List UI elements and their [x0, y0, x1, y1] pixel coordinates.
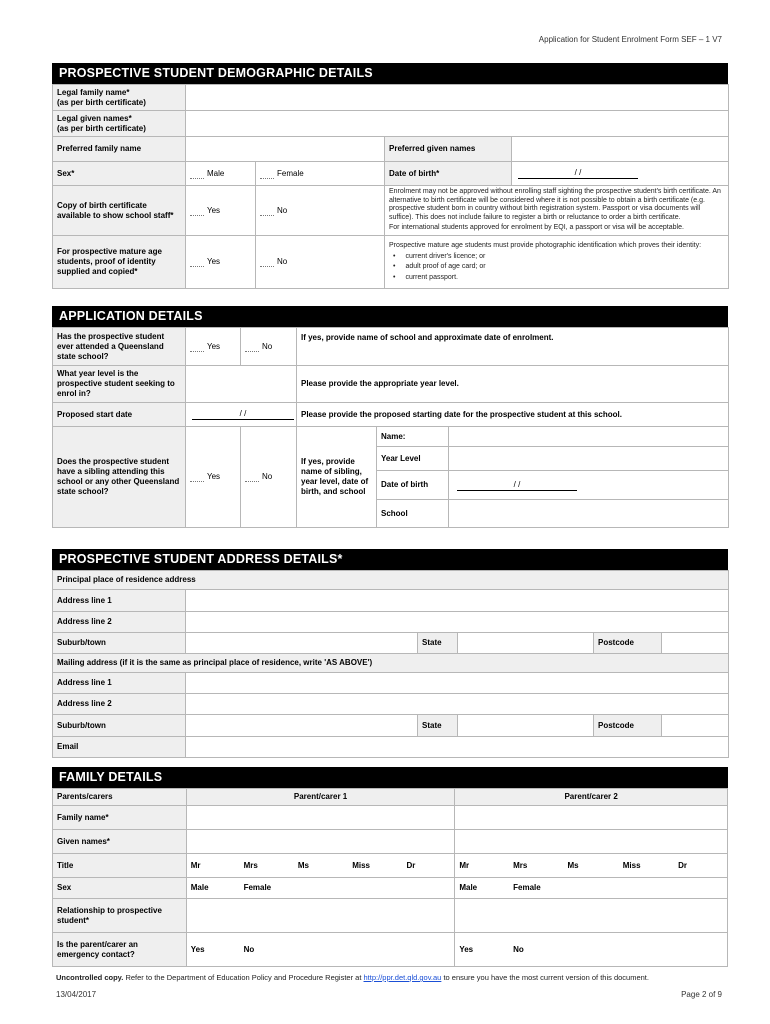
address-line2-label: Address line 2	[53, 612, 186, 633]
sex-female-option[interactable]	[256, 162, 385, 186]
attended-yes-label: Yes	[207, 341, 221, 351]
p2-title-mrs[interactable]: Mrs	[509, 854, 563, 878]
p1-relationship-input[interactable]	[186, 899, 455, 933]
parent2-given-names-input[interactable]	[455, 830, 728, 854]
refer-text: Refer to the Department of Education Policy and Procedure Register at	[123, 973, 364, 982]
attended-yes-checkbox[interactable]	[190, 344, 204, 352]
legal-family-name-label: Legal family name* (as per birth certificate)	[53, 85, 186, 111]
document-header: Application for Student Enrolment Form SEF – 1 V7	[538, 35, 722, 44]
footer-note	[56, 973, 649, 982]
mature-note: Prospective mature age students must provide photographic identification which proves their identity:	[389, 242, 702, 249]
mature-no-label: No	[277, 257, 288, 266]
legal-family-name-input[interactable]	[186, 85, 729, 111]
p2-title-ms[interactable]: Ms	[563, 854, 618, 878]
preferred-given-names-label: Preferred given names	[385, 137, 512, 162]
application-section	[52, 306, 728, 528]
mature-note-cell	[385, 236, 729, 289]
sibling-note: If yes, provide name of sibling, year level, date of birth, and school	[297, 427, 377, 528]
attended-no-checkbox[interactable]	[245, 344, 259, 352]
demographic-table	[52, 84, 729, 289]
mailing-state-label: State	[418, 715, 458, 737]
birth-cert-yes-checkbox[interactable]	[190, 208, 204, 216]
address-section	[52, 549, 728, 758]
p1-emergency-yes[interactable]: Yes	[186, 933, 239, 967]
address-line1-input[interactable]	[186, 590, 729, 612]
p2-title-dr[interactable]: Dr	[674, 854, 727, 878]
p1-sex-female[interactable]: Female	[240, 878, 455, 899]
state-label: State	[418, 633, 458, 654]
p1-title-mrs[interactable]: Mrs	[240, 854, 294, 878]
application-heading: APPLICATION DETAILS	[52, 306, 728, 327]
dob-date-line: / /	[518, 168, 638, 179]
p1-title-miss[interactable]: Miss	[348, 854, 402, 878]
mailing-heading: Mailing address (if it is the same as principal place of residence, write 'AS ABOVE')	[53, 654, 729, 673]
title-label: Title	[53, 854, 187, 878]
sibling-yes-checkbox[interactable]	[190, 474, 204, 482]
birth-cert-yes-label: Yes	[207, 205, 221, 215]
birth-cert-no-option[interactable]	[256, 186, 385, 236]
sex-label-family: Sex	[53, 878, 187, 899]
mature-no-checkbox[interactable]	[260, 259, 274, 267]
mailing-line2-input[interactable]	[186, 694, 729, 715]
state-input[interactable]	[458, 633, 594, 654]
mailing-postcode-label: Postcode	[594, 715, 662, 737]
female-checkbox[interactable]	[260, 171, 274, 179]
suburb-input[interactable]	[186, 633, 418, 654]
p1-title-dr[interactable]: Dr	[403, 854, 455, 878]
p2-relationship-input[interactable]	[455, 899, 728, 933]
mature-yes-option[interactable]	[186, 236, 256, 289]
parent1-family-name-input[interactable]	[186, 806, 455, 830]
mailing-suburb-label: Suburb/town	[53, 715, 186, 737]
male-checkbox[interactable]	[190, 171, 204, 179]
mature-yes-checkbox[interactable]	[190, 259, 204, 267]
p2-title-mr[interactable]: Mr	[455, 854, 509, 878]
mailing-line1-label: Address line 1	[53, 673, 186, 694]
year-level-input[interactable]	[186, 366, 297, 403]
birth-cert-note: Enrolment may not be approved without enrolling staff sighting the prospective student's birth certificate. An alternative to birth certificate will be considered where it is not possible to obtain a birth certificate (e.g. prospective student born in country without birth registration system. Passport or visa documents will suffice). This does not include failure to register a birth or reluctance to order a birth certificate.	[389, 188, 721, 221]
postcode-input[interactable]	[662, 633, 729, 654]
parent2-heading: Parent/carer 2	[455, 789, 728, 806]
application-table	[52, 327, 729, 528]
dob-input[interactable]	[512, 162, 729, 186]
mature-no-option[interactable]	[256, 236, 385, 289]
intl-note: For international students approved for enrolment by EQI, a passport or visa will be acceptable.	[389, 224, 684, 232]
sibling-label: Does the prospective student have a sibling attending this school or any other Queensland state school?	[53, 427, 186, 528]
email-label: Email	[53, 737, 186, 758]
address-table	[52, 570, 729, 758]
mature-item: • current driver's licence; or	[389, 253, 724, 262]
start-date-line: / /	[192, 409, 294, 420]
sibling-no-checkbox[interactable]	[245, 474, 259, 482]
attended-yes-option[interactable]	[186, 328, 241, 366]
preferred-family-name-label: Preferred family name	[53, 137, 186, 162]
male-label: Male	[207, 168, 225, 178]
family-table	[52, 788, 728, 967]
birth-cert-yes-option[interactable]	[186, 186, 256, 236]
relationship-label: Relationship to prospective student*	[53, 899, 187, 933]
mature-item: • current passport.	[389, 274, 724, 283]
mature-label: For prospective mature age students, proof of identity supplied and copied*	[53, 236, 186, 289]
address-line1-label: Address line 1	[53, 590, 186, 612]
p1-title-mr[interactable]: Mr	[186, 854, 239, 878]
female-label: Female	[277, 168, 304, 178]
legal-given-names-input[interactable]	[186, 111, 729, 137]
sibling-dob-label: Date of birth	[377, 471, 449, 500]
p1-emergency-no[interactable]: No	[240, 933, 455, 967]
sibling-year-label: Year Level	[377, 447, 449, 471]
sibling-no-label: No	[262, 472, 273, 481]
attended-note[interactable]: If yes, provide name of school and approximate date of enrolment.	[297, 328, 729, 366]
mailing-suburb-input[interactable]	[186, 715, 418, 737]
footer-date: 13/04/2017	[56, 990, 97, 999]
p1-title-ms[interactable]: Ms	[294, 854, 348, 878]
parent1-heading: Parent/carer 1	[186, 789, 455, 806]
attended-no-label: No	[262, 341, 273, 351]
sibling-name-input[interactable]	[449, 427, 729, 447]
given-names-label: Given names*	[53, 830, 187, 854]
principal-heading: Principal place of residence address	[53, 571, 729, 590]
suburb-label: Suburb/town	[53, 633, 186, 654]
mailing-postcode-input[interactable]	[662, 715, 729, 737]
ppr-link[interactable]: http://ppr.det.qld.gov.au	[363, 973, 442, 982]
parents-label: Parents/carers	[53, 789, 187, 806]
parent2-family-name-input[interactable]	[455, 806, 728, 830]
uncontrolled-label: Uncontrolled copy.	[56, 973, 124, 982]
start-date-label: Proposed start date	[53, 403, 186, 427]
birth-cert-no-label: No	[277, 205, 288, 215]
sibling-name-label: Name:	[377, 427, 449, 447]
sibling-yes-label: Yes	[207, 472, 221, 481]
email-input[interactable]	[186, 737, 729, 758]
year-level-label: What year level is the prospective student seeking to enrol in?	[53, 366, 186, 403]
sibling-yes-option[interactable]	[186, 427, 241, 528]
demographic-heading: PROSPECTIVE STUDENT DEMOGRAPHIC DETAILS	[52, 63, 728, 84]
mature-yes-label: Yes	[207, 257, 221, 266]
preferred-given-names-input[interactable]	[512, 137, 729, 162]
parent1-given-names-input[interactable]	[186, 830, 455, 854]
p1-sex-male[interactable]: Male	[186, 878, 239, 899]
mature-item: • adult proof of age card; or	[389, 263, 724, 272]
mailing-state-input[interactable]	[458, 715, 594, 737]
p2-sex-male[interactable]: Male	[455, 878, 509, 899]
page-number: Page 2 of 9	[681, 990, 722, 999]
mailing-line1-input[interactable]	[186, 673, 729, 694]
sibling-school-input[interactable]	[449, 500, 729, 528]
family-section	[52, 767, 728, 967]
address-heading: PROSPECTIVE STUDENT ADDRESS DETAILS*	[52, 549, 728, 570]
p2-title-miss[interactable]: Miss	[619, 854, 674, 878]
demographic-section	[52, 63, 728, 289]
preferred-family-name-input[interactable]	[186, 137, 385, 162]
mailing-line2-label: Address line 2	[53, 694, 186, 715]
sex-male-option[interactable]	[186, 162, 256, 186]
emergency-label: Is the parent/carer an emergency contact?	[53, 933, 187, 967]
address-line2-input[interactable]	[186, 612, 729, 633]
sex-label: Sex*	[53, 162, 186, 186]
family-name-label: Family name*	[53, 806, 187, 830]
start-date-input[interactable]	[186, 403, 297, 427]
birth-cert-label: Copy of birth certificate available to show school staff*	[53, 186, 186, 236]
legal-given-names-label: Legal given names* (as per birth certificate)	[53, 111, 186, 137]
attended-no-option[interactable]	[241, 328, 297, 366]
refer-end-text: to ensure you have the most current version of this document.	[441, 973, 649, 982]
dob-label: Date of birth*	[385, 162, 512, 186]
family-heading: FAMILY DETAILS	[52, 767, 728, 788]
sibling-dob-line: / /	[457, 480, 577, 491]
birth-cert-note-cell	[385, 186, 729, 236]
sibling-year-input[interactable]	[449, 447, 729, 471]
year-level-note[interactable]: Please provide the appropriate year level.	[297, 366, 729, 403]
p2-sex-female[interactable]: Female	[509, 878, 727, 899]
sibling-school-label: School	[377, 500, 449, 528]
start-date-note: Please provide the proposed starting date for the prospective student at this school.	[297, 403, 729, 427]
postcode-label: Postcode	[594, 633, 662, 654]
attended-label: Has the prospective student ever attended a Queensland state school?	[53, 328, 186, 366]
sibling-no-option[interactable]	[241, 427, 297, 528]
p2-emergency-yes[interactable]: Yes	[455, 933, 509, 967]
sibling-dob-input[interactable]	[449, 471, 729, 500]
p2-emergency-no[interactable]: No	[509, 933, 727, 967]
birth-cert-no-checkbox[interactable]	[260, 208, 274, 216]
